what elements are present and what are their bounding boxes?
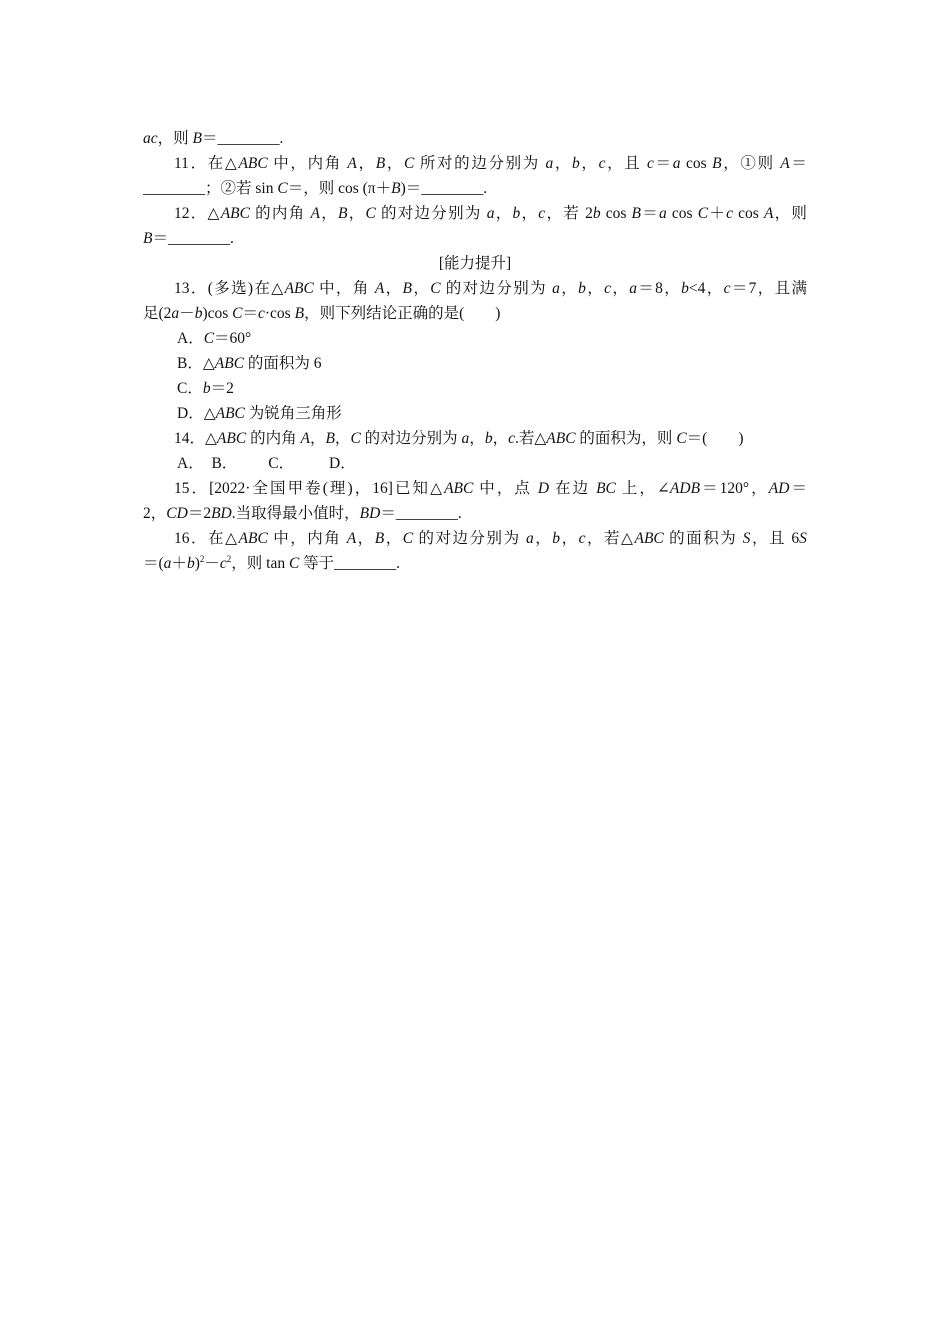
question-16: 16．在△ABC 中，内角 A，B，C 的对边分别为 a，b，c，若△ABC 的面积为 S，且 6S bbox=[174, 530, 807, 547]
options-row: A． B． C． D． bbox=[177, 455, 356, 472]
text-line: 2，CD＝2BD.当取得最小值时，BD＝________. bbox=[143, 505, 462, 522]
option-a: A．C＝60° bbox=[177, 330, 252, 347]
question-14: 14．△ABC 的内角 A，B，C 的对边分别为 a，b，c.若△ABC 的面积为，则 C＝( ) bbox=[174, 430, 744, 447]
option-d: D．△ABC 为锐角三角形 bbox=[177, 405, 342, 422]
question-11: 11．在△ABC 中，内角 A，B，C 所对的边分别为 a，b，c，且 c＝a cos B，①则 A＝ bbox=[174, 155, 807, 172]
option-c: C．b＝2 bbox=[177, 380, 234, 397]
text-line: ________；②若 sin C＝，则 cos (π＋B)＝________. bbox=[143, 180, 488, 197]
question-13: 13．(多选)在△ABC 中，角 A，B，C 的对边分别为 a，b，c，a＝8，b<4，c＝7，且满 bbox=[174, 280, 807, 297]
text-line: ac，则 B＝________. bbox=[143, 130, 284, 147]
question-12: 12．△ABC 的内角 A，B，C 的对边分别为 a，b，c，若 2b cos B＝a cos C＋c cos A，则 bbox=[174, 205, 807, 222]
section-heading: [能力提升] bbox=[438, 255, 512, 272]
question-15: 15．[2022·全国甲卷(理)，16]已知△ABC 中，点 D 在边 BC 上，∠ADB＝120°，AD＝ bbox=[174, 480, 807, 497]
text-line: B＝________. bbox=[143, 230, 234, 247]
worksheet-body bbox=[143, 126, 807, 576]
text-line: 足(2a－b)cos C＝c·cos B，则下列结论正确的是( ) bbox=[143, 305, 501, 322]
option-b: B．△ABC 的面积为 6 bbox=[177, 355, 322, 372]
text-line: $=(a+b)^2-c^2$，则 tan C 等于________. bbox=[143, 554, 401, 572]
